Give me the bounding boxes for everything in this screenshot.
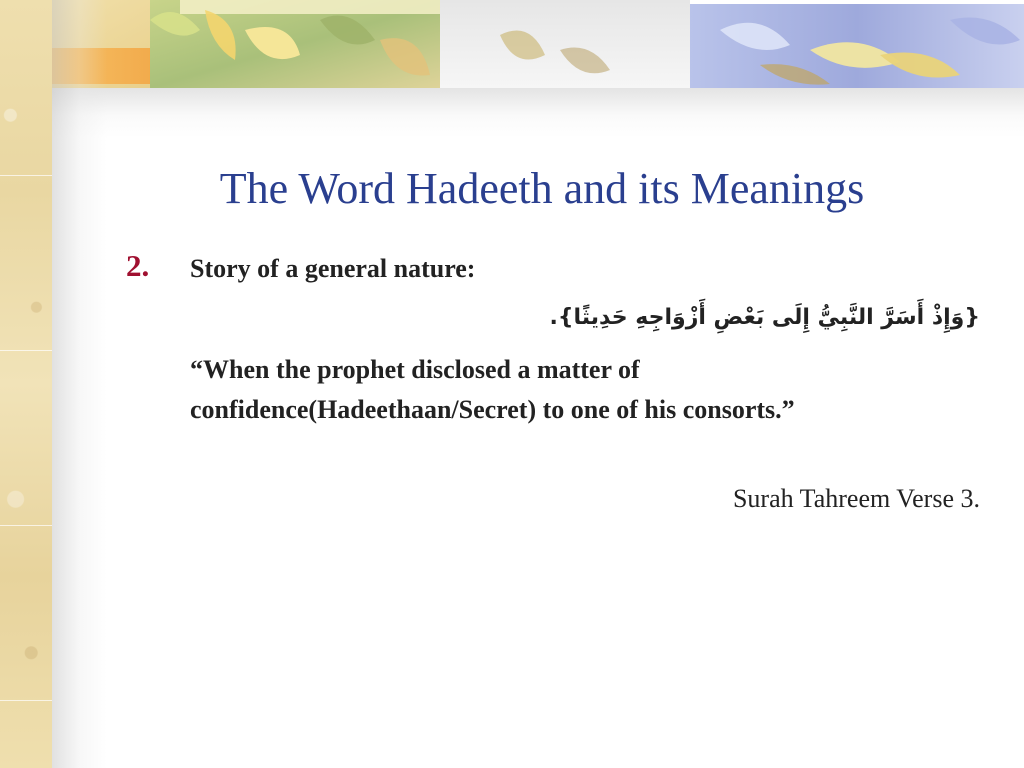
strip-shadow [52, 0, 107, 768]
verse-translation: “When the prophet disclosed a matter of confidence(Hadeethaan/Secret) to one of his consorts.” [190, 355, 795, 424]
bullet-number: 2. [126, 248, 150, 283]
top-decorative-banner [0, 0, 1024, 88]
banner-shadow [52, 88, 1024, 138]
bullet-heading: Story of a general nature: [190, 254, 476, 283]
banner-artwork [0, 0, 1024, 88]
verse-citation: Surah Tahreem Verse 3. [732, 484, 980, 513]
arabic-verse: {وَإِذْ أَسَرَّ النَّبِيُّ إِلَى بَعْضِ أَزْوَاجِهِ حَدِيثًا}. [549, 305, 980, 330]
left-parchment-strip [0, 0, 52, 768]
slide-title: The Word Hadeeth and its Meanings [219, 164, 865, 213]
